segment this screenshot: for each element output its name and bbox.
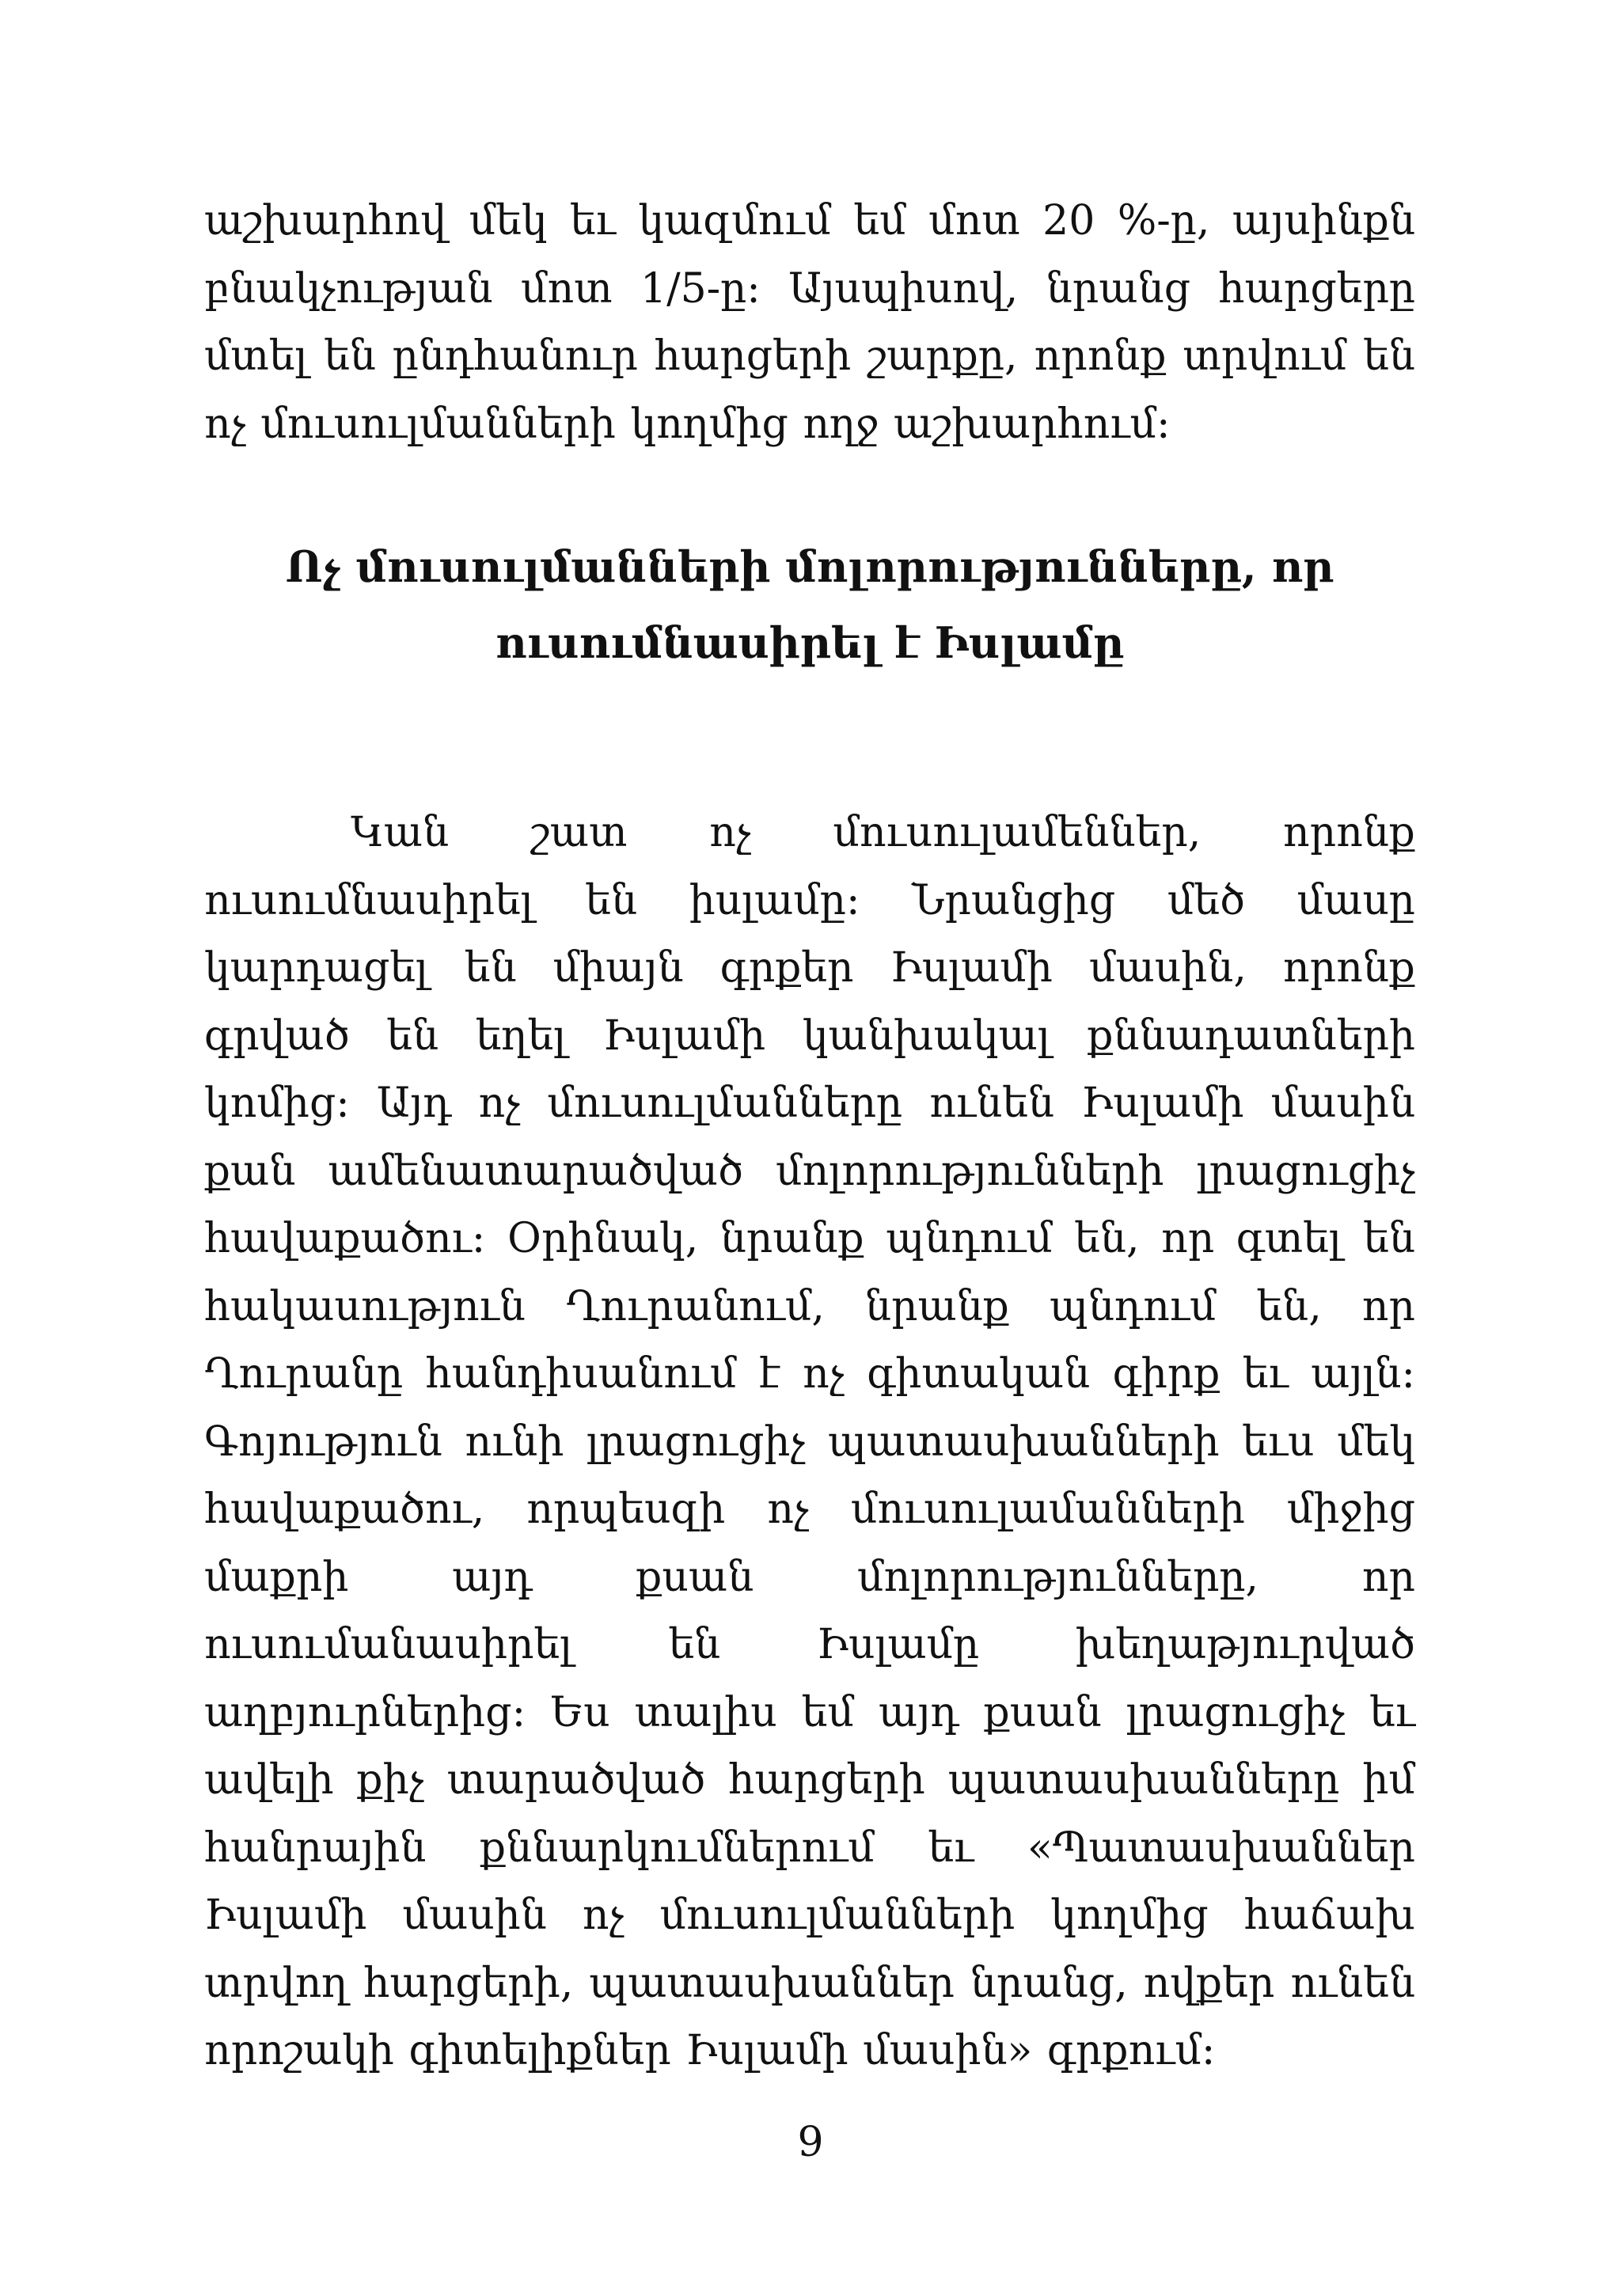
section-heading-line-1: Ոչ մուսուլմանների մոլորությունները, որ bbox=[285, 541, 1334, 592]
intro-paragraph: աշխարհով մեկ եւ կազմում եմ մոտ 20 %-ը, այսինքն բնակչության մոտ 1/5-ը: Այսպիսով, նրանց հարցերը մտել են ընդհանուր հարցերի շարքը, որոնք տրվում են ոչ մուսուլմանների կողմից ողջ աշխարհում: bbox=[204, 197, 1415, 448]
page-number: 9 bbox=[797, 2119, 824, 2166]
body-paragraph: Կան շատ ոչ մուսուլամեններ, որոնք ուսումնասիրել են իսլամը: Նրանցից մեծ մասը կարդացել են միայն գրքեր Իսլամի մասին, որոնք գրված են եղել Իսլամի կանխակալ քննադատների կոմից: Այդ ոչ մուսուլմանները ունեն Իսլամի մասին քան ամենատարածված մոլորությունների լրացուցիչ հավաքածու: Օրինակ, նրանք պնդում են, որ գտել են հակասություն Ղուրանում, նրանք պնդում են, որ Ղուրանը հանդիսանում է ոչ գիտական գիրք եւ այլն: Գոյություն ունի լրացուցիչ պատասխանների եւս մեկ հավաքածու, որպեսզի ոչ մուսուլամանների միջից մաքրի այդ քսան մոլորությունները, որ ուսումանասիրել են Իսլամը խեղաթյուրված աղբյուրներից: Ես տալիս եմ այդ քսան լրացուցիչ եւ ավելի քիչ տարածված հարցերի պատասխանները իմ հանրային քննարկումներում եւ «Պատասխաններ Իսլամի մասին ոչ մուսուլմանների կողմից հաճախ տրվող հարցերի, պատասխաններ նրանց, ովքեր ունեն որոշակի գիտելիքներ Իսլամի մասին» գրքում: bbox=[204, 809, 1415, 2074]
section-heading bbox=[204, 529, 1415, 681]
section-heading-line-2: ուսումնասիրել է Իսլամը bbox=[495, 617, 1125, 668]
